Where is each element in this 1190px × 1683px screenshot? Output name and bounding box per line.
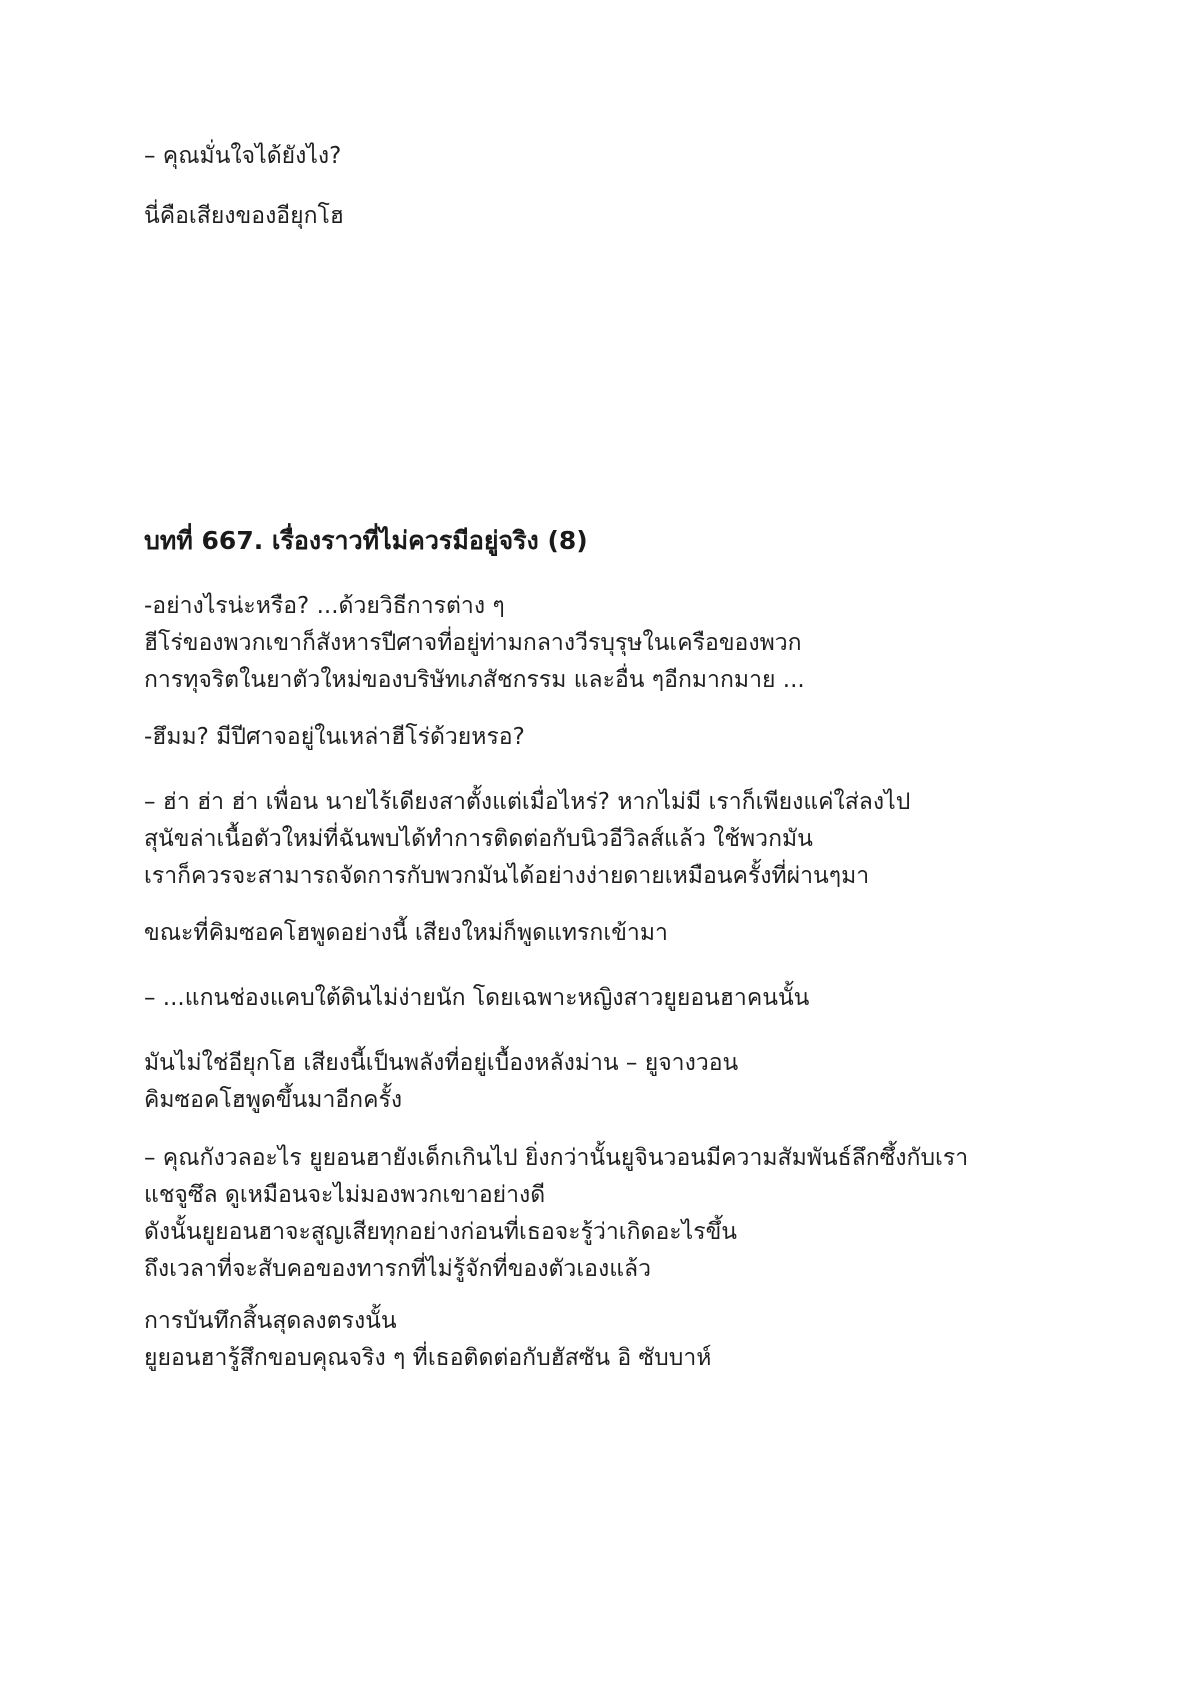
text-line: คิมซอคโฮพูดขึ้นมาอีกครั้ง: [144, 1087, 403, 1113]
text-line: ขณะที่คิมซอคโฮพูดอย่างนี้ เสียงใหม่ก็พูดแทรกเข้ามา: [144, 920, 668, 946]
text-line: ถึงเวลาที่จะสับคอของทารกที่ไม่รู้จักที่ของตัวเองแล้ว: [144, 1256, 652, 1282]
paragraph-3: [144, 784, 1064, 895]
text-line: – คุณกังวลอะไร ยูยอนฮายังเด็กเกินไป ยิ่งกว่านั้นยูจินวอนมีความสัมพันธ์ลึกซึ้งกับเรา: [144, 1145, 969, 1171]
text-line: – ฮ่า ฮ่า ฮ่า เพื่อน นายไร้เดียงสาตั้งแต่เมื่อไหร่? หากไม่มี เราก็เพียงแค่ใส่ลงไป: [144, 789, 911, 815]
text-line: การบันทึกสิ้นสุดลงตรงนั้น: [144, 1308, 397, 1334]
paragraph-text: [144, 915, 1064, 952]
paragraph-text: [144, 980, 1064, 1017]
text-line: นี่คือเสียงของอียุกโฮ: [144, 203, 344, 229]
paragraph-4: [144, 915, 1064, 952]
paragraph-8: [144, 1303, 1064, 1377]
paragraph-7: [144, 1140, 1064, 1288]
text-line: -ฮึมม? มีปีศาจอยู่ในเหล่าฮีโร่ด้วยหรอ?: [144, 724, 525, 750]
text-line: แชจูซึล ดูเหมือนจะไม่มองพวกเขาอย่างดี: [144, 1182, 546, 1208]
narration-line: [144, 198, 1064, 235]
dialogue-line: [144, 138, 1064, 175]
paragraph-6: [144, 1045, 1064, 1119]
text-line: เราก็ควรจะสามารถจัดการกับพวกมันได้อย่างง่ายดายเหมือนครั้งที่ผ่านๆมา: [144, 863, 870, 889]
text-line: ฮีโร่ของพวกเขาก็สังหารปีศาจที่อยู่ท่ามกลางวีรบุรุษในเครือของพวก: [144, 630, 802, 656]
paragraph-5: [144, 980, 1064, 1017]
paragraph-text: [144, 784, 1064, 895]
paragraph-text: [144, 1045, 1064, 1119]
text-line: – คุณมั่นใจได้ยังไง?: [144, 143, 342, 169]
paragraph-2: [144, 719, 1064, 756]
paragraph-text: [144, 588, 1064, 699]
text-line: การทุจริตในยาตัวใหม่ของบริษัทเภสัชกรรม และอื่น ๆอีกมากมาย ...: [144, 667, 805, 693]
top-text-block-2: [144, 198, 1064, 235]
chapter-heading: บทที่ 667. เรื่องราวที่ไม่ควรมีอยู่จริง (8): [144, 526, 588, 555]
paragraph-text: [144, 719, 1064, 756]
paragraph-1: [144, 588, 1064, 699]
text-line: -อย่างไรน่ะหรือ? ...ด้วยวิธีการต่าง ๆ: [144, 593, 505, 619]
text-line: ดังนั้นยูยอนฮาจะสูญเสียทุกอย่างก่อนที่เธอจะรู้ว่าเกิดอะไรขึ้น: [144, 1219, 738, 1245]
text-line: ยูยอนฮารู้สึกขอบคุณจริง ๆ ที่เธอติดต่อกับฮัสซัน อิ ซับบาห์: [144, 1345, 712, 1371]
top-text-block: [144, 138, 1064, 175]
paragraph-text: [144, 1303, 1064, 1377]
text-line: สุนัขล่าเนื้อตัวใหม่ที่ฉันพบได้ทำการติดต่อกับนิวอีวิลส์แล้ว ใช้พวกมัน: [144, 826, 813, 852]
text-line: มันไม่ใช่อียุกโฮ เสียงนี้เป็นพลังที่อยู่เบื้องหลังม่าน – ยูจางวอน: [144, 1050, 739, 1076]
paragraph-text: [144, 1140, 1064, 1288]
text-line: – ...แกนช่องแคบใต้ดินไม่ง่ายนัก โดยเฉพาะหญิงสาวยูยอนฮาคนนั้น: [144, 985, 810, 1011]
